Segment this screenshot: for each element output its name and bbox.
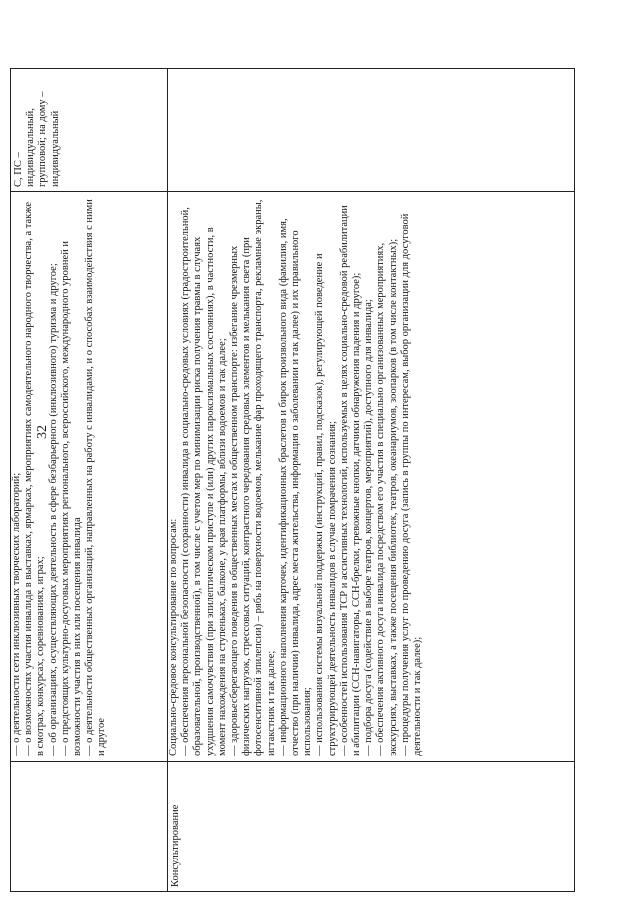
list-item: — обеспечения активного досуга инвалида посредством его участия в специально организованных мероприятиях, экскурсиях, выставках, а также посещения библиотек, театров, океанариумов, зоопарков (в том числе контактных); [375,238,399,756]
row1-content-cell [11,192,167,762]
list-item: — о деятельности общественных организаций, направленных на работу с инвалидами, и о способах взаимодействия с ними и другое [84,199,108,756]
list-item: — о деятельности сети инклюзивных творческих лабораторий; [11,472,22,756]
page-number: 32 [35,425,50,439]
row-title: Консультирование [170,804,181,887]
list-item: — подбора досуга (содействие в выборе театров, концертов, мероприятий), доступного для инвалида; [363,299,375,756]
forms-text: С, ПС – индивидуальный, групповой; на дому – индивидуальный [13,91,61,187]
list-item: — о возможностях участия инвалида в выставках, ярмарках, мероприятиях самодеятельного народного творчества, а также в смотрах, конкурсах, соревнованиях, играх; [23,202,47,756]
list-item: — информационного наполнения карточек, идентификационных браслетов и бирок произвольного вида (фамилия, имя, отчество (при наличии) инвалида, адрес места жительства, информация о заболевании и так далее) и их правильного использования; [277,218,314,756]
rotated-table-page [10,70,573,892]
list-item: — особенностей использования ТСР и ассистивных технологий, используемых в целях социально-средовой реабилитации и абилитации (ССН-навигаторы, ССН-брелки, тревожные кнопки, датчики обнаружения падения и другое); [338,205,363,756]
list-item: — процедуры получения услуг по проведению досуга (запись в группы по интересам, выбор организации для досуговой деятельности и так далее); [399,213,424,756]
list-item: — здоровьесберегающего поведения в общественных местах и общественном транспорте: избегание чрезмерных физических нагрузок, стрессовых ситуаций, контрастного чередования средовых элементов и мелькания света (при фотосенситивной эпилепсии) – рябь на поверхности водоемов, мелькание фар проходящего транспорта, рекламные экраны, игтакстник и так далее; [229,199,277,756]
section-heading: Социально-средовое консультирование по вопросам: [168,518,179,756]
row1-title-cell [11,762,167,891]
services-table [10,68,575,892]
list-item: — об организациях, осуществляющих деятельность в сфере безбарьерного (инклюзивного) туризма и другое; [47,263,59,756]
row1-forms-cell [11,69,167,192]
row2-title-cell [167,762,574,891]
row2-forms-cell [167,69,574,192]
list-item: — о предстоящих культурно-досуговых мероприятиях регионального, всероссийского, международного уровней и возможности участия в них или посещения инвалида [59,240,84,756]
list-item: — обеспечения персональной безопасности (сохранности) инвалида в социально-средовых условиях (градостроительной, образовательной, производственной), в том числе с учетом мер по минимизации риска получения травмы в случаях ухудшения самочувствия (при эпилептическом приступе и (или) других пароксизмальных состояниях), в частности, в момент нахождения на ступеньках, балконе, у края платформы, вблизи водоемов и так далее; [180,207,228,756]
row2-content-cell [167,192,574,762]
list-item: — использования системы визуальной поддержки (инструкций, правил, подсказок), регулирующей поведение и структурирующей деятельность инвалидов в случае помрачения сознания; [314,253,338,756]
